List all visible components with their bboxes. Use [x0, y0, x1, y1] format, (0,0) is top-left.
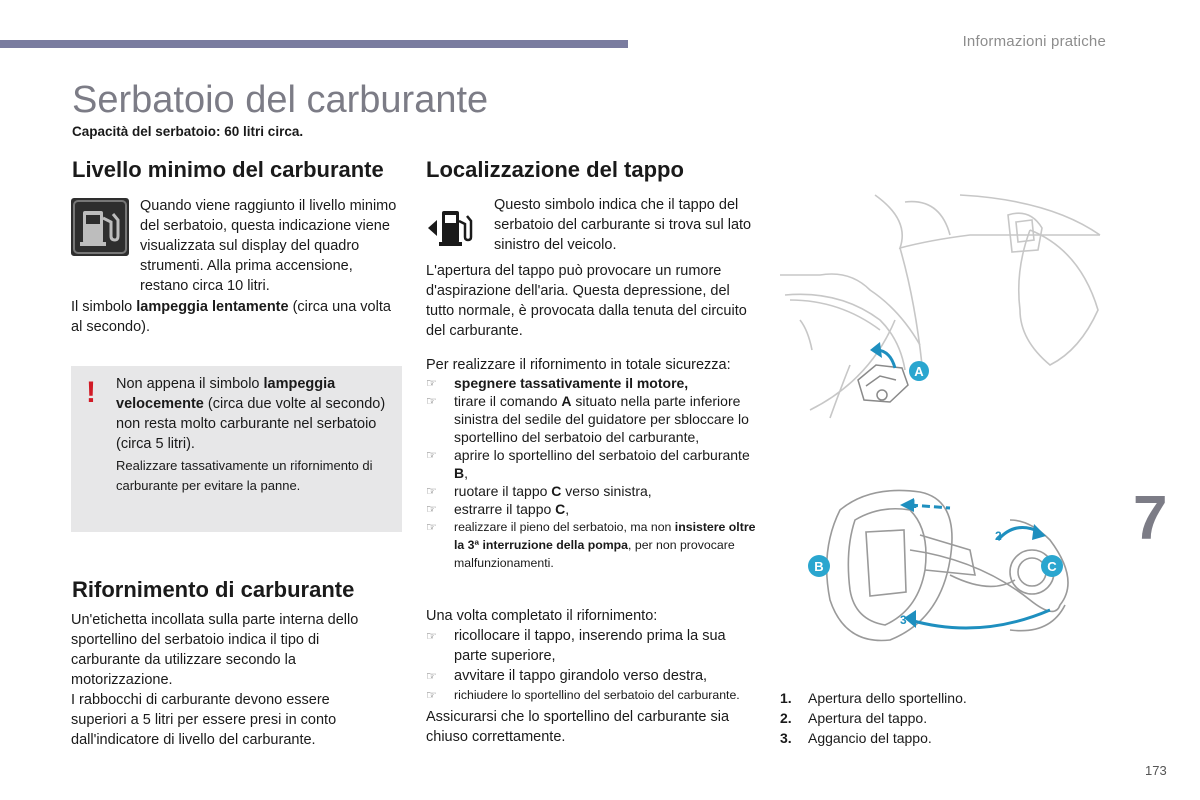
- refuel-steps: [426, 374, 756, 572]
- step-item: ☞ ruotare il tappo C verso sinistra,: [426, 482, 756, 500]
- safety-intro: Per realizzare il rifornimento in totale sicurezza:: [426, 357, 731, 373]
- label-1: 1: [910, 497, 917, 511]
- heading-refuel: Rifornimento di carburante: [72, 577, 355, 602]
- min-level-text: Quando viene raggiunto il livello minimo del serbatoio, questa indicazione viene visualizzata sul display del quadro strumenti. Alla prima accensione, restano circa 10 litri.: [140, 198, 397, 294]
- car-side-illustration: [780, 190, 1110, 420]
- page-title: Serbatoio del carburante: [72, 79, 489, 121]
- symbol-text: Questo simbolo indica che il tappo del serbatoio del carburante si trova sul lato sinistro del veicolo.: [494, 197, 752, 253]
- fuel-side-icon: [428, 207, 478, 249]
- top-accent-bar: [0, 40, 628, 48]
- refuel-text-2: I rabbocchi di carburante devono essere superiori a 5 litri per essere presi in conto dall'indicatore di livello del carburante.: [71, 692, 337, 748]
- page-number: 173: [1145, 763, 1167, 778]
- warning-text-2: Realizzare tassativamente un rifornimento di carburante per evitare la panne.: [116, 458, 373, 493]
- heading-min-level: Livello minimo del carburante: [72, 157, 384, 182]
- label-2: 2: [995, 529, 1002, 543]
- step-item: ☞ estrarre il tappo C,: [426, 500, 756, 518]
- label-b: B: [814, 559, 824, 574]
- fuel-warning-icon: [71, 198, 129, 256]
- label-3: 3: [900, 613, 907, 627]
- step-item: ☞ aprire lo sportellino del serbatoio del carburante B,: [426, 446, 756, 482]
- label-c: C: [1047, 559, 1057, 574]
- chapter-number: 7: [1133, 484, 1168, 553]
- refuel-text: Un'etichetta incollata sulla parte interna dello sportellino del serbatoio indica il tipo di carburante da utilizzare secondo la motorizzazione.: [71, 612, 359, 688]
- fuel-cap-illustration: [800, 480, 1090, 650]
- label-a: A: [914, 364, 924, 379]
- opening-text: L'apertura del tappo può provocare un rumore d'aspirazione dell'aria. Questa depressione, del tutto normale, è provocata dalla tenuta del circuito del carburante.: [426, 263, 747, 339]
- step-item: ☞ tirare il comando A situato nella parte inferiore sinistra del sedile del guidatore per sbloccare lo sportellino del serbatoio del carburante,: [426, 392, 756, 446]
- tank-capacity: Capacità del serbatoio: 60 litri circa.: [72, 124, 304, 139]
- blink-slow-text: Il simbolo lampeggia lentamente (circa una volta al secondo).: [71, 299, 391, 335]
- warning-text: Non appena il simbolo lampeggia velocemente (circa due volte al secondo) non resta molto carburante nel serbatoio (circa 5 litri).: [116, 376, 386, 452]
- after-item: ☞ ricollocare il tappo, inserendo prima la sua parte superiore,: [426, 626, 756, 666]
- section-label: Informazioni pratiche: [962, 33, 1106, 50]
- heading-cap-location: Localizzazione del tappo: [426, 157, 684, 182]
- after-steps: [426, 626, 756, 704]
- after-item: ☞ avvitare il tappo girandolo verso destra,: [426, 666, 756, 686]
- legend-item: 3. Aggancio del tappo.: [780, 730, 932, 746]
- step-item: ☞ realizzare il pieno del serbatoio, ma non insistere oltre la 3ª interruzione della pompa, per non provocare malfunzionamenti.: [426, 518, 756, 572]
- warning-exclamation-icon: !: [86, 376, 96, 409]
- closing-text: Assicurarsi che lo sportellino del carburante sia chiuso correttamente.: [426, 709, 730, 745]
- step-item: ☞ spegnere tassativamente il motore,: [426, 374, 756, 392]
- legend-item: 1. Apertura dello sportellino.: [780, 690, 967, 706]
- after-item: ☞ richiudere lo sportellino del serbatoio del carburante.: [426, 686, 756, 704]
- legend-item: 2. Apertura del tappo.: [780, 710, 928, 726]
- after-intro: Una volta completato il rifornimento:: [426, 608, 658, 624]
- illustration-legend: [780, 688, 967, 748]
